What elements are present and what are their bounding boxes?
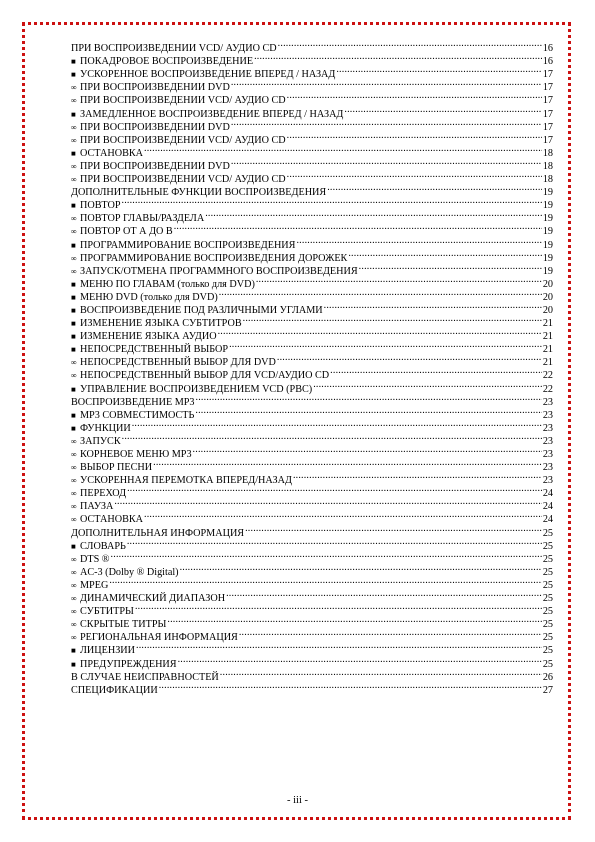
toc-entry[interactable] bbox=[71, 418, 553, 434]
square-bullet-icon: ■ bbox=[71, 541, 76, 551]
toc-entry-title: НЕПОСРЕДСТВЕННЫЙ ВЫБОР bbox=[80, 344, 229, 356]
infinity-bullet-icon: ∞ bbox=[71, 436, 77, 446]
toc-entry[interactable] bbox=[71, 38, 553, 55]
dot-leader bbox=[231, 117, 542, 130]
toc-entry[interactable] bbox=[71, 522, 553, 539]
square-bullet-icon: ■ bbox=[71, 646, 76, 656]
toc-entry[interactable] bbox=[71, 195, 553, 212]
toc-entry[interactable] bbox=[71, 653, 553, 670]
dot-leader bbox=[135, 601, 542, 614]
toc-entry-title: НЕПОСРЕДСТВЕННЫЙ ВЫБОР ДЛЯ DVD bbox=[80, 357, 276, 369]
toc-entry-title: ИЗМЕНЕНИЕ ЯЗЫКА СУБТИТРОВ bbox=[80, 318, 242, 330]
toc-entry-page: 18 bbox=[542, 174, 553, 186]
dot-leader bbox=[122, 431, 542, 444]
toc-entry[interactable] bbox=[71, 496, 553, 513]
toc-entry-page: 19 bbox=[542, 265, 553, 277]
infinity-bullet-icon: ∞ bbox=[71, 502, 77, 512]
toc-entry-title: СЛОВАРЬ bbox=[80, 540, 126, 552]
toc-entry[interactable] bbox=[71, 640, 553, 657]
dot-leader bbox=[336, 64, 541, 77]
toc-entry-page: 17 bbox=[542, 134, 553, 146]
toc-entry-page: 24 bbox=[542, 514, 553, 526]
infinity-bullet-icon: ∞ bbox=[71, 580, 77, 590]
toc-entry-page: 19 bbox=[542, 213, 553, 225]
dot-leader bbox=[330, 365, 542, 378]
toc-entry-title: ПРИ ВОСПРОИЗВЕДЕНИИ DVD bbox=[80, 160, 230, 172]
toc-entry-page: 25 bbox=[542, 566, 553, 578]
toc-entry-title: ПАУЗА bbox=[80, 501, 114, 513]
toc-entry-title: ПРОГРАММИРОВАНИЕ ВОСПРОИЗВЕДЕНИЯ ДОРОЖЕК bbox=[80, 252, 348, 264]
toc-entry-page: 21 bbox=[542, 331, 553, 343]
toc-entry-page: 17 bbox=[542, 108, 553, 120]
dot-leader bbox=[278, 38, 542, 51]
dot-leader bbox=[153, 457, 542, 470]
square-bullet-icon: ■ bbox=[71, 292, 76, 302]
dot-leader bbox=[245, 522, 542, 535]
dot-leader bbox=[231, 77, 542, 90]
square-bullet-icon: ■ bbox=[71, 57, 76, 67]
dot-leader bbox=[287, 130, 542, 143]
toc-entry-page: 27 bbox=[542, 684, 553, 696]
toc-entry-title: ПЕРЕХОД bbox=[80, 488, 127, 500]
infinity-bullet-icon: ∞ bbox=[71, 371, 77, 381]
toc-entry-page: 18 bbox=[542, 147, 553, 159]
toc-entry-title: УПРАВЛЕНИЕ ВОСПРОИЗВЕДЕНИЕМ VCD (PBC) bbox=[80, 383, 313, 395]
dot-leader bbox=[193, 444, 542, 457]
dot-leader bbox=[122, 195, 542, 208]
toc-entry-title: ДОПОЛНИТЕЛЬНАЯ ИНФОРМАЦИЯ bbox=[71, 527, 245, 539]
toc-entry-page: 16 bbox=[542, 56, 553, 68]
dot-leader bbox=[180, 562, 542, 575]
square-bullet-icon: ■ bbox=[71, 279, 76, 289]
toc-entry-page: 23 bbox=[542, 409, 553, 421]
toc-entry-page: 25 bbox=[542, 645, 553, 657]
infinity-bullet-icon: ∞ bbox=[71, 476, 77, 486]
toc-entry-title: MPEG bbox=[80, 579, 109, 591]
toc-entry-title: СКРЫТЫЕ ТИТРЫ bbox=[80, 619, 167, 631]
toc-entry[interactable] bbox=[71, 601, 553, 618]
toc-entry-title: МЕНЮ DVD (только для DVD) bbox=[80, 291, 218, 303]
toc-entry-page: 19 bbox=[542, 226, 553, 238]
toc-entry-page: 25 bbox=[542, 540, 553, 552]
dot-leader bbox=[219, 287, 542, 300]
infinity-bullet-icon: ∞ bbox=[71, 358, 77, 368]
toc-entry-title: СУБТИТРЫ bbox=[80, 606, 134, 618]
dot-leader bbox=[296, 234, 541, 247]
square-bullet-icon: ■ bbox=[71, 201, 76, 211]
dot-leader bbox=[195, 405, 541, 418]
dot-leader bbox=[359, 261, 542, 274]
toc-entry-title: ВОСПРОИЗВЕДЕНИЕ ПОД РАЗЛИЧНЫМИ УГЛАМИ bbox=[80, 304, 323, 316]
toc-entry[interactable] bbox=[71, 562, 553, 578]
toc-entry-title: ИЗМЕНЕНИЕ ЯЗЫКА АУДИО bbox=[80, 331, 217, 343]
toc-entry-page: 23 bbox=[542, 475, 553, 487]
toc-entry-page: 20 bbox=[542, 278, 553, 290]
page-number: - iii - bbox=[287, 795, 308, 806]
toc-entry-page: 23 bbox=[542, 449, 553, 460]
toc-entry[interactable] bbox=[71, 575, 553, 591]
dot-leader bbox=[313, 378, 542, 391]
dot-leader bbox=[348, 248, 541, 261]
toc-entry-title: УСКОРЕННАЯ ПЕРЕМОТКА ВПЕРЕД/НАЗАД bbox=[80, 475, 292, 487]
toc-entry-title: MP3 СОВМЕСТИМОСТЬ bbox=[80, 409, 195, 421]
toc-entry-page: 23 bbox=[542, 462, 553, 474]
toc-entry-page: 17 bbox=[542, 82, 553, 94]
toc-entry-page: 17 bbox=[542, 121, 553, 133]
dot-leader bbox=[229, 339, 542, 352]
toc-entry-page: 20 bbox=[542, 291, 553, 303]
square-bullet-icon: ■ bbox=[71, 305, 76, 315]
infinity-bullet-icon: ∞ bbox=[71, 135, 77, 145]
infinity-bullet-icon: ∞ bbox=[71, 450, 77, 459]
dot-leader bbox=[144, 509, 542, 522]
infinity-bullet-icon: ∞ bbox=[71, 567, 77, 577]
toc-entry-page: 16 bbox=[542, 43, 553, 55]
toc-entry-title: КОРНЕВОЕ МЕНЮ MP3 bbox=[80, 449, 192, 460]
toc-entry-page: 25 bbox=[542, 619, 553, 631]
square-bullet-icon: ■ bbox=[71, 70, 76, 80]
toc-entry[interactable] bbox=[71, 156, 553, 172]
dot-leader bbox=[159, 680, 542, 693]
toc-entry[interactable] bbox=[71, 143, 553, 159]
toc-entry-title: ОСТАНОВКА bbox=[80, 514, 144, 526]
toc-entry-title: НЕПОСРЕДСТВЕННЫЙ ВЫБОР ДЛЯ VCD/АУДИО CD bbox=[80, 370, 330, 382]
dot-leader bbox=[144, 143, 542, 156]
toc-entry[interactable] bbox=[71, 549, 553, 565]
toc-entry-title: ДИНАМИЧЕСКИЙ ДИАПАЗОН bbox=[80, 593, 226, 605]
toc-entry-title: РЕГИОНАЛЬНАЯ ИНФОРМАЦИЯ bbox=[80, 632, 238, 644]
dot-leader bbox=[344, 103, 541, 116]
dot-leader bbox=[114, 496, 541, 509]
toc-entry-page: 19 bbox=[542, 252, 553, 264]
toc-entry-title: СПЕЦИФИКАЦИИ bbox=[71, 684, 158, 696]
toc-entry-title: ЗАМЕДЛЕННОЕ ВОСПРОИЗВЕДЕНИЕ ВПЕРЕД / НАЗАД bbox=[80, 108, 344, 120]
dot-leader bbox=[196, 392, 542, 405]
dot-leader bbox=[136, 640, 542, 653]
toc-entry[interactable] bbox=[71, 208, 553, 225]
toc-entry-page: 17 bbox=[542, 69, 553, 81]
dot-leader bbox=[127, 483, 542, 496]
toc-entry-title: ЗАПУСК/ОТМЕНА ПРОГРАММНОГО ВОСПРОИЗВЕДЕНИЯ bbox=[80, 265, 358, 277]
toc-entry-title: В СЛУЧАЕ НЕИСПРАВНОСТЕЙ bbox=[71, 671, 219, 683]
toc-entry-page: 19 bbox=[542, 187, 553, 199]
toc-entry-title: ЛИЦЕНЗИИ bbox=[80, 645, 136, 657]
dot-leader bbox=[109, 575, 542, 588]
toc-entry-title: DTS ® bbox=[80, 553, 110, 565]
toc-entry-title: AC-3 (Dolby ® Digital) bbox=[80, 566, 179, 578]
toc-entry-title: ФУНКЦИИ bbox=[80, 422, 131, 434]
toc-entry-page: 25 bbox=[542, 593, 553, 605]
toc-entry-page: 24 bbox=[542, 501, 553, 513]
toc-entry-title: ВОСПРОИЗВЕДЕНИЕ MP3 bbox=[71, 396, 195, 408]
square-bullet-icon: ■ bbox=[71, 345, 76, 355]
infinity-bullet-icon: ∞ bbox=[71, 607, 77, 617]
toc-entry-title: ДОПОЛНИТЕЛЬНЫЕ ФУНКЦИИ ВОСПРОИЗВЕДЕНИЯ bbox=[71, 187, 327, 199]
infinity-bullet-icon: ∞ bbox=[71, 214, 77, 224]
infinity-bullet-icon: ∞ bbox=[71, 463, 77, 473]
square-bullet-icon: ■ bbox=[71, 659, 76, 669]
infinity-bullet-icon: ∞ bbox=[71, 554, 77, 564]
square-bullet-icon: ■ bbox=[71, 384, 76, 394]
dot-leader bbox=[111, 549, 542, 562]
toc-entry-page: 17 bbox=[542, 95, 553, 107]
infinity-bullet-icon: ∞ bbox=[71, 515, 77, 525]
table-of-contents bbox=[71, 38, 553, 696]
dot-leader bbox=[231, 156, 542, 169]
toc-entry-title: ПРИ ВОСПРОИЗВЕДЕНИИ VCD/ АУДИО CD bbox=[80, 134, 286, 146]
toc-entry-page: 24 bbox=[542, 488, 553, 500]
toc-entry[interactable] bbox=[71, 483, 553, 500]
infinity-bullet-icon: ∞ bbox=[71, 253, 77, 263]
toc-entry[interactable] bbox=[71, 444, 553, 460]
dot-leader bbox=[287, 90, 542, 103]
toc-entry-page: 21 bbox=[542, 344, 553, 356]
square-bullet-icon: ■ bbox=[71, 109, 76, 119]
infinity-bullet-icon: ∞ bbox=[71, 633, 77, 643]
toc-entry-title: ПРИ ВОСПРОИЗВЕДЕНИИ VCD/ АУДИО CD bbox=[71, 43, 277, 55]
toc-entry-page: 23 bbox=[542, 396, 553, 408]
dot-leader bbox=[239, 627, 542, 640]
toc-entry-page: 19 bbox=[542, 200, 553, 212]
toc-entry-title: УСКОРЕННОЕ ВОСПРОИЗВЕДЕНИЕ ВПЕРЕД / НАЗАД bbox=[80, 69, 336, 81]
toc-entry-title: ВЫБОР ПЕСНИ bbox=[80, 462, 153, 474]
square-bullet-icon: ■ bbox=[71, 240, 76, 250]
toc-entry-title: ПОВТОР ГЛАВЫ/РАЗДЕЛА bbox=[80, 213, 205, 225]
toc-entry-title: ПОВТОР bbox=[80, 200, 121, 212]
toc-entry-title: ЗАПУСК bbox=[80, 435, 121, 447]
dot-leader bbox=[293, 470, 542, 483]
dot-leader bbox=[243, 313, 542, 326]
dot-leader bbox=[277, 352, 542, 365]
toc-entry-page: 25 bbox=[542, 632, 553, 644]
toc-entry-title: ПОВТОР ОТ А ДО В bbox=[80, 226, 173, 238]
toc-entry-page: 25 bbox=[542, 579, 553, 591]
dot-leader bbox=[327, 182, 542, 195]
infinity-bullet-icon: ∞ bbox=[71, 227, 77, 237]
toc-entry-page: 23 bbox=[542, 435, 553, 447]
toc-entry-page: 18 bbox=[542, 160, 553, 172]
toc-entry-title: ПРОГРАММИРОВАНИЕ ВОСПРОИЗВЕДЕНИЯ bbox=[80, 239, 296, 251]
toc-entry-title: МЕНЮ ПО ГЛАВАМ (только для DVD) bbox=[80, 278, 255, 290]
dot-leader bbox=[256, 274, 542, 287]
toc-entry-page: 22 bbox=[542, 383, 553, 395]
dot-leader bbox=[132, 418, 542, 431]
toc-entry-title: ПОКАДРОВОЕ ВОСПРОИЗВЕДЕНИЕ bbox=[80, 56, 254, 68]
square-bullet-icon: ■ bbox=[71, 423, 76, 433]
toc-entry-page: 25 bbox=[542, 527, 553, 539]
infinity-bullet-icon: ∞ bbox=[71, 161, 77, 171]
toc-entry-page: 25 bbox=[542, 606, 553, 618]
toc-entry-title: ПРИ ВОСПРОИЗВЕДЕНИИ DVD bbox=[80, 121, 230, 133]
dot-leader bbox=[254, 51, 542, 64]
toc-entry-page: 21 bbox=[542, 357, 553, 369]
dot-leader bbox=[127, 536, 542, 549]
toc-entry-title: ПРЕДУПРЕЖДЕНИЯ bbox=[80, 658, 177, 670]
infinity-bullet-icon: ∞ bbox=[71, 266, 77, 276]
dot-leader bbox=[287, 169, 542, 182]
infinity-bullet-icon: ∞ bbox=[71, 96, 77, 106]
infinity-bullet-icon: ∞ bbox=[71, 122, 77, 132]
toc-entry[interactable] bbox=[71, 431, 553, 447]
toc-entry-page: 20 bbox=[542, 304, 553, 316]
infinity-bullet-icon: ∞ bbox=[71, 175, 77, 185]
square-bullet-icon: ■ bbox=[71, 332, 76, 342]
toc-entry-page: 22 bbox=[542, 370, 553, 382]
toc-entry-title: ОСТАНОВКА bbox=[80, 147, 144, 159]
toc-entry-title: ПРИ ВОСПРОИЗВЕДЕНИИ VCD/ АУДИО CD bbox=[80, 174, 286, 186]
infinity-bullet-icon: ∞ bbox=[71, 489, 77, 499]
toc-entry[interactable] bbox=[71, 614, 553, 631]
dot-leader bbox=[167, 614, 541, 627]
dot-leader bbox=[324, 300, 542, 313]
toc-entry[interactable] bbox=[71, 588, 553, 605]
toc-entry-page: 21 bbox=[542, 318, 553, 330]
toc-entry-page: 25 bbox=[542, 658, 553, 670]
toc-entry-page: 26 bbox=[542, 671, 553, 683]
toc-entry-page: 19 bbox=[542, 239, 553, 251]
infinity-bullet-icon: ∞ bbox=[71, 594, 77, 604]
dot-leader bbox=[220, 667, 542, 680]
square-bullet-icon: ■ bbox=[71, 148, 76, 158]
dot-leader bbox=[226, 588, 542, 601]
square-bullet-icon: ■ bbox=[71, 319, 76, 329]
toc-entry-title: ПРИ ВОСПРОИЗВЕДЕНИИ VCD/ АУДИО CD bbox=[80, 95, 286, 107]
toc-entry[interactable] bbox=[71, 536, 553, 552]
infinity-bullet-icon: ∞ bbox=[71, 620, 77, 630]
toc-entry-page: 25 bbox=[542, 553, 553, 565]
square-bullet-icon: ■ bbox=[71, 410, 76, 420]
toc-entry-title: ПРИ ВОСПРОИЗВЕДЕНИИ DVD bbox=[80, 82, 230, 94]
dot-leader bbox=[174, 221, 542, 234]
infinity-bullet-icon: ∞ bbox=[71, 83, 77, 93]
dot-leader bbox=[218, 326, 542, 339]
toc-entry[interactable] bbox=[71, 509, 553, 526]
toc-entry-page: 23 bbox=[542, 422, 553, 434]
dot-leader bbox=[205, 208, 542, 221]
dot-leader bbox=[178, 653, 542, 666]
